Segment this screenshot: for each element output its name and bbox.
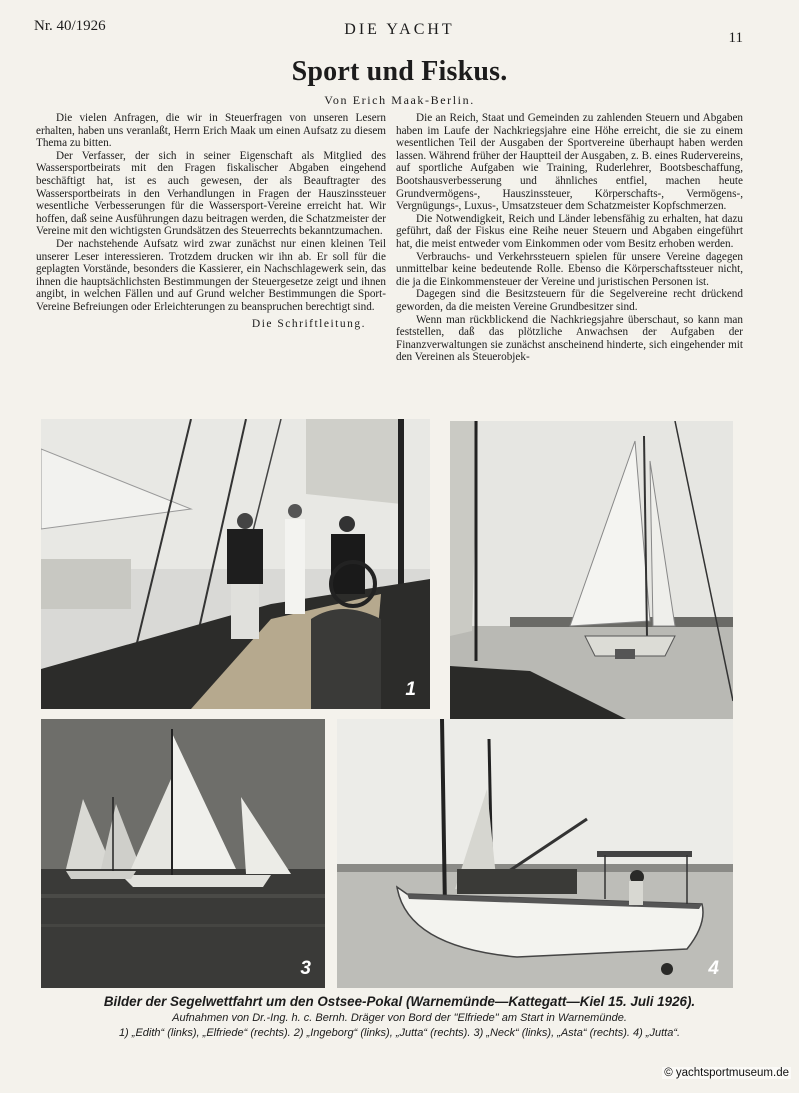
caption-main: Bilder der Segelwettfahrt um den Ostsee-Pokal (Warnemünde—Kattegatt—Kiel 15. Juli 1926). <box>103 994 696 1009</box>
article-title: Sport und Fiskus. <box>291 56 508 87</box>
paragraph: Wenn man rückblickend die Nachkriegsjahre überschaut, so kann man feststellen, daß das plötzliche Anwachsen der Aufgaben der Finanzverwaltungen sie zunächst anscheinend hinderte, sich eingehender mit den Vereinen als Steuerobjek- <box>396 313 743 364</box>
photo-deck-crew <box>41 419 430 709</box>
photo-yacht-from-bow <box>450 421 733 731</box>
issue-number: Nr. 40/1926 <box>34 18 106 34</box>
photo-yacht-jutta <box>337 719 733 988</box>
photo-two-yachts <box>41 719 325 988</box>
paragraph: Die vielen Anfragen, die wir in Steuerfragen von unseren Lesern erhalten, haben uns veranlaßt, Herrn Erich Maak um einen Aufsatz zu diesem Thema zu bitten. <box>36 112 386 150</box>
paragraph: Der Verfasser, der sich in seiner Eigenschaft als Mitglied des Wassersportbeirats mit den Fragen fiskalischer Abgaben eingehend beschäftigt hat, ist es auch gewesen, der als Beauftragter des Wassersportbeirats in den Verhandlungen in Fragen der Hauszinssteuer wesentliche Verbesserungen für die Wassersport-Vereine erreicht hat. Wir hoffen, daß seine Ausführungen dazu beitragen werden, die Schatzmeister der Vereine mit den wichtigsten Grundsätzen des Steuerrechts bekanntzumachen. <box>36 149 386 238</box>
photo-number: 1 <box>405 679 416 700</box>
paragraph: Der nachstehende Aufsatz wird zwar zunächst nur einen kleinen Teil unserer Leser interessieren. Trotzdem drucken wir ihn ab. Er soll für die geplagten Vorstände, besonders die Kassierer, ein Nachschlagewerk sein, das ihnen die hauptsächlichsten Bestimmungen der Steuergesetze zeigt und ihnen angibt, in welchen Fällen und auf Grund welcher Bestimmungen die Sport-Vereine Befreiungen oder Erleichterungen zu beanspruchen berechtigt sind. <box>36 237 386 313</box>
left-column <box>36 112 386 330</box>
photo-number: 3 <box>300 958 311 979</box>
caption-credit: Aufnahmen von Dr.-Ing. h. c. Bernh. Dräger von Bord der "Elfriede" am Start in Warnemünde. <box>172 1012 627 1024</box>
paragraph: Die an Reich, Staat und Gemeinden zu zahlenden Steuern und Abgaben haben im Laufe der Nachkriegsjahre eine Höhe erreicht, die sie zu einem wesentlichen Teil der Ausgaben der Sportvereine überhaupt haben werden lassen. Während früher der Hauptteil der Ausgaben, z. B. eines Rudervereins, auf sportliche Aufgaben wie Training, Ruderlehrer, Bootsbeschaffung, Bootshausverbesserung und ähnliches entfiel, machen heute Grundvermögens-, Hauszinssteuer, Körperschafts-, Vermögens-, Vergnügungs-, Luxus-, Umsatzsteuer dem Schatzmeister Kopfschmerzen. <box>396 112 743 213</box>
watermark: © yachtsportmuseum.de <box>664 1067 789 1079</box>
right-column <box>396 112 743 364</box>
magazine-title: DIE YACHT <box>344 21 455 38</box>
page-number: 11 <box>728 30 743 46</box>
caption-list: 1) „Edith“ (links), „Elfriede“ (rechts). 2) „Ingeborg“ (links), „Jutta“ (rechts). 3) „Neck“ (links), „Asta“ (rechts). 4) „Jutta“. <box>118 1027 681 1039</box>
paragraph: Dagegen sind die Besitzsteuern für die Segelvereine recht drückend geworden, da die meisten Vereine Grundbesitzer sind. <box>396 288 743 313</box>
paragraph: Verbrauchs- und Verkehrssteuern spielen für unsere Vereine dagegen unmittelbar keine bedeutende Rolle. Ebenso die Körperschaftssteuer nicht, die ja die Einkommensteuer der Vereine und juristischen Personen ist. <box>396 250 743 288</box>
paragraph: Die Notwendigkeit, Reich und Länder lebensfähig zu erhalten, hat dazu geführt, daß der Fiskus eine Reihe neuer Steuern und Abgaben eingeführt hat, die meist entweder vom Einkommen oder vom Besitz erhoben werden. <box>396 212 743 250</box>
editor-signature: Die Schriftleitung. <box>251 317 366 330</box>
article-byline: Von Erich Maak-Berlin. <box>324 93 475 107</box>
photo-number: 4 <box>708 958 719 979</box>
